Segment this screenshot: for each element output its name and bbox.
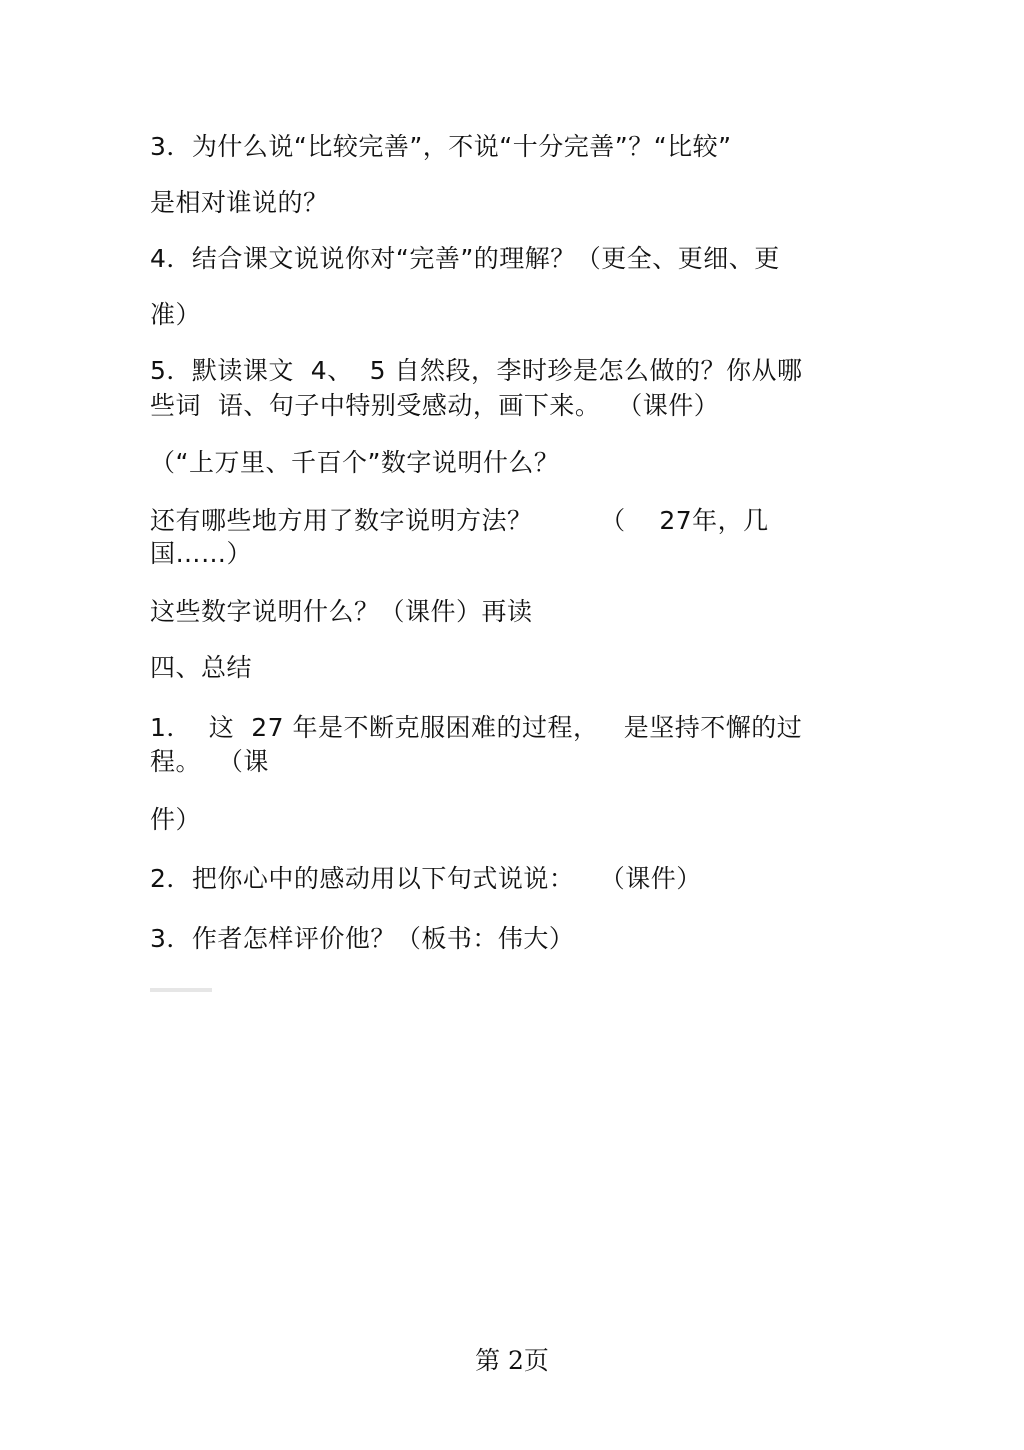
text-line: 这些数字说明什么？（课件）再读 bbox=[150, 597, 533, 626]
text-line: 是相对谁说的？ bbox=[150, 188, 329, 217]
page-number: 第 2页 bbox=[475, 1346, 549, 1375]
text-line: （“上万里、千百个”数字说明什么？ bbox=[150, 448, 560, 477]
text-line: 3．作者怎样评价他？（板书：伟大） bbox=[150, 924, 575, 953]
section-heading: 四、总结 bbox=[150, 653, 253, 682]
text-line: 准） bbox=[150, 300, 202, 329]
text-line: 程。 （课 bbox=[150, 747, 269, 776]
faint-mark bbox=[150, 988, 212, 992]
text-line: 2．把你心中的感动用以下句式说说： （课件） bbox=[150, 864, 702, 893]
text-line: 3．为什么说“比较完善”，不说“十分完善”？“比较” bbox=[150, 132, 732, 161]
text-line: 5．默读课文 4、 5 自然段，李时珍是怎么做的？你从哪 bbox=[150, 356, 803, 385]
text-line: 些词 语、句子中特别受感动，画下来。 （课件） bbox=[150, 391, 720, 420]
text-line: 还有哪些地方用了数字说明方法？ （ 27年，几 bbox=[150, 506, 769, 535]
text-line: 1． 这 27 年是不断克服困难的过程， 是坚持不懈的过 bbox=[150, 713, 803, 742]
text-line: 4．结合课文说说你对“完善”的理解？（更全、更细、更 bbox=[150, 244, 780, 273]
text-line: 件） bbox=[150, 805, 202, 834]
text-line: 国……） bbox=[150, 539, 253, 568]
